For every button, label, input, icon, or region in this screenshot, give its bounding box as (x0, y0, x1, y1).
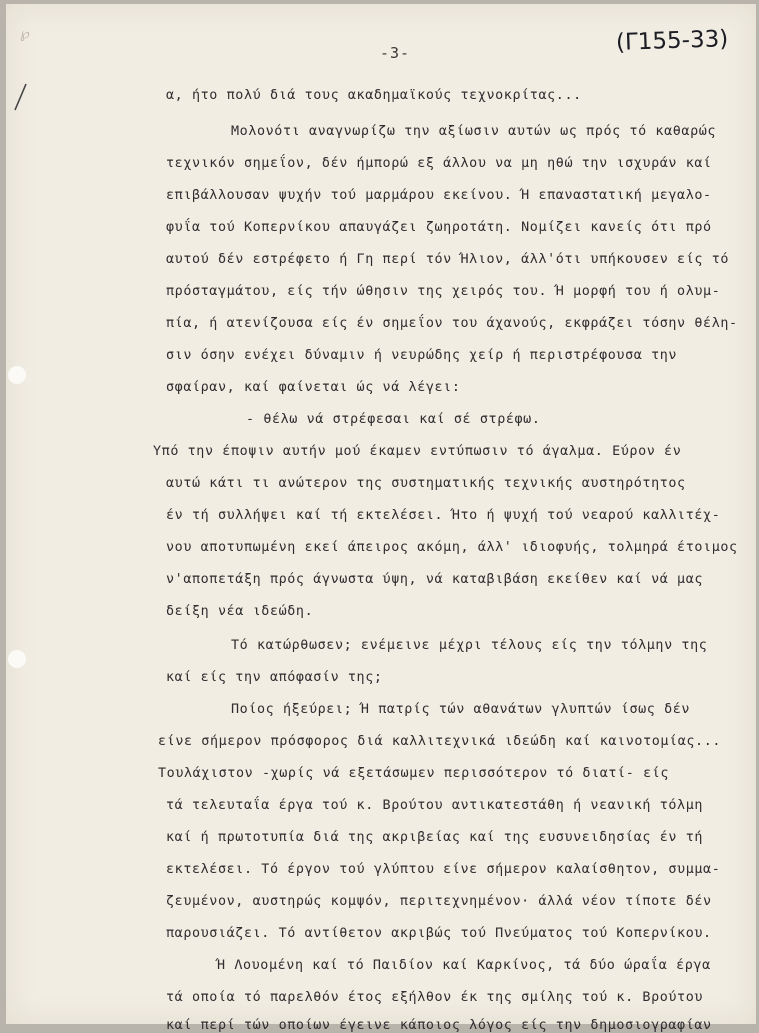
text-line: καί περί τών οποίων έγεινε κάποιος λόγος είς την δημοσιογραφίαν (166, 1018, 712, 1033)
text-line: Τό κατώρθωσεν; ενέμεινε μέχρι τέλους είς την τόλμην της (231, 638, 708, 653)
text-line: Ποίος ήξεύρει; Ή πατρίς τών αθανάτων γλυπτών ίσως δέν (231, 702, 691, 717)
text-line: Μολονότι αναγνωρίζω την αξίωσιν αυτών ως πρός τό καθαρώς (231, 124, 717, 139)
text-line: Τουλάχιστον -χωρίς νά εξετάσωμεν περισσότερον τό διατί- είς (158, 766, 670, 781)
text-line: πρόσταγμάτου, είς τήν ώθησιν της χειρός του. Ή μορφή του ή ολυμ- (166, 284, 721, 299)
text-line: επιβάλλουσαν ψυχήν τού μαρμάρου εκείνου. Ή επαναστατική μεγαλο- (166, 188, 712, 203)
text-line: καί είς την απόφασίν της; (166, 670, 383, 685)
text-line: αυτού δέν εστρέφετο ή Γη περί τόν Ήλιον, άλλ'ότι υπήκουσεν είς τό (166, 252, 730, 267)
page-number: -3- (380, 44, 411, 62)
text-line: έν τή συλλήψει καί τή εκτελέσει. Ήτο ή ψυχή τού νεαρού καλλιτέχ- (166, 508, 721, 523)
text-line: Ή Λουομένη καί τό Παιδίον καί Καρκίνος, τά δύο ώραΐα έργα (217, 958, 711, 973)
text-line: πία, ή ατενίζουσα είς έν σημεΐον του άχανούς, εκφράζει τόσην θέλη- (166, 316, 738, 331)
text-line: σφαίραν, καί φαίνεται ώς νά λέγει: (166, 380, 461, 395)
text-line: - θέλω νά στρέφεσαι καί σέ στρέφω. (246, 412, 541, 427)
archive-reference-handwritten: (Γ155-33) (615, 26, 729, 56)
text-line: νου αποτυπωμένη εκεί άπειρος ακόμη, άλλ' ιδιοφυής, τολμηρά έτοιμος (166, 540, 738, 555)
text-line: α, ήτο πολύ διά τους ακαδημαϊκούς τεχνοκρίτας... (166, 88, 582, 103)
text-line: τεχνικόν σημεΐον, δέν ήμπορώ εξ άλλου να μη ηθώ την ισχυράν καί (166, 156, 712, 171)
text-line: τά τελευταΐα έργα τού κ. Βρούτου αντικατεστάθη ή νεανική τόλμη (166, 798, 704, 813)
text-line: ζευμένον, αυστηρώς κομψόν, περιτεχνημένον· άλλά νέον τίποτε δέν (166, 894, 712, 909)
text-line: σιν όσην ενέχει δύναμιν ή νευρώδης χείρ ή περιστρέφουσα την (166, 348, 678, 363)
text-line: παρουσιάζει. Τό αντίθετον ακριβώς τού Πνεύματος τού Κοπερνίκου. (166, 926, 712, 941)
ink-smudge-mark: ℘ (20, 26, 30, 42)
text-line: δείξη νέα ιδεώδη. (166, 604, 314, 619)
text-line: Υπό την έποψιν αυτήν μού έκαμεν εντύπωσιν τό άγαλμα. Εύρον έν (153, 444, 682, 459)
text-line: τά οποία τό παρελθόν έτος εξήλθον έκ της σμίλης τού κ. Βρούτου (166, 990, 704, 1005)
text-line: ν'αποπετάξη πρός άγνωστα ύψη, νά καταβιβάση εκείθεν καί νά μας (166, 572, 704, 587)
text-line: φυΐα τού Κοπερνίκου απαυγάζει ζωηροτάτη. Νομίζει κανείς ότι πρό (166, 220, 712, 235)
text-line: αυτώ κάτι τι ανώτερον της συστηματικής τεχνικής αυστηρότητος (166, 476, 686, 491)
text-line: εκτελέσει. Τό έργον τού γλύπτου είνε σήμερον καλαίσθητον, συμμα- (166, 862, 721, 877)
text-line: καί ή πρωτοτυπία διά της ακριβείας καί της ευσυνειδησίας έν τή (166, 830, 704, 845)
text-line: είνε σήμερον πρόσφορος διά καλλιτεχνικά ιδεώδη καί καινοτομίας... (158, 734, 722, 749)
